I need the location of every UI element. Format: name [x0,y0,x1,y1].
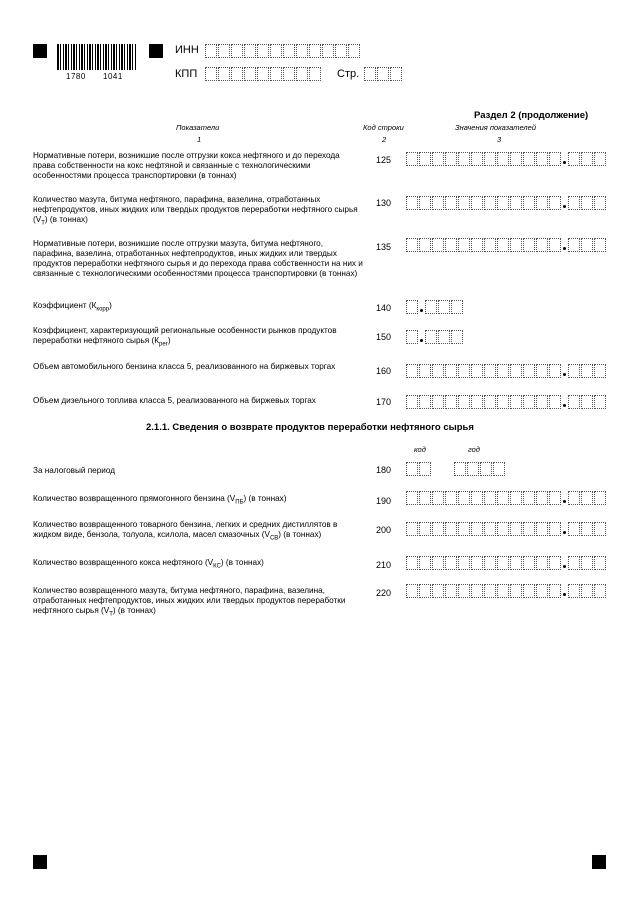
inn-field[interactable] [205,44,361,58]
row-170-label: Объем дизельного топлива класса 5, реализованного на биржевых торгах [33,396,316,405]
page-label: Стр. [337,68,360,80]
row-170-code: 170 [376,397,392,407]
row-140-value-field[interactable] [406,300,464,314]
column-header-kod: код [414,445,426,454]
subsection-title: 2.1.1. Сведения о возврате продуктов переработки нефтяного сырья [146,422,474,433]
column-header-code: Код строки [363,123,404,132]
row-180-code: 180 [376,465,392,475]
barcode [57,44,137,70]
row-190-code: 190 [376,496,392,506]
row-150-value-field[interactable] [406,330,464,344]
row-140-code: 140 [376,303,392,313]
row-150-label: Коэффициент, характеризующий региональные особенности рынков продуктов переработки нефтяного сырья $(К_{рег})$ [33,326,337,348]
registration-marker-top-mid [149,44,163,58]
row-170-value-field[interactable] [406,395,607,409]
column-number-2: 2 [382,135,387,144]
barcode-number-right: 1041 [103,72,123,81]
row-180-label: За налоговый период [33,466,115,475]
column-header-values: Значения показателей [455,123,537,132]
row-210-value-field[interactable] [406,556,607,570]
barcode-number-left: 1780 [66,72,86,81]
row-160-value-field[interactable] [406,364,607,378]
row-180-year-field[interactable] [454,462,506,476]
kpp-label: КПП [175,68,198,80]
row-190-label: Количество возвращенного прямогонного бензина $(V_{ПБ})$ (в тоннах) [33,494,287,506]
row-135-value-field[interactable] [406,238,607,252]
row-135-label: Нормативные потери, возникшие после отгрузки мазута, битума нефтяного, парафина, вазелина, отработанных нефтепродуктов, иных жидких или твердых продуктов переработки нефтяного сырья и до перехода права собственности на них и связанные с технологическими особенностями процесса транспортировки (в тоннах) [33,239,363,278]
row-130-value-field[interactable] [406,196,607,210]
column-number-3: 3 [497,135,502,144]
row-135-code: 135 [376,242,392,252]
row-190-value-field[interactable] [406,491,607,505]
row-210-code: 210 [376,560,392,570]
row-210-label: Количество возвращенного кокса нефтяного $(V_{КС})$ (в тоннах) [33,558,264,570]
row-160-code: 160 [376,366,392,376]
column-number-1: 1 [197,135,202,144]
row-200-label: Количество возвращенного товарного бензина, легких и средних дистиллятов в жидком виде, бензола, толуола, ксилола, масел смазочных $(V_{СВ})$ (в тоннах) [33,520,338,542]
page-number-field[interactable] [364,67,403,81]
row-200-value-field[interactable] [406,522,607,536]
row-125-value-field[interactable] [406,152,607,166]
row-180-code-field[interactable] [406,462,432,476]
registration-marker-top-left [33,44,47,58]
kpp-field[interactable] [205,67,322,81]
row-130-code: 130 [376,198,392,208]
row-150-code: 150 [376,332,392,342]
column-header-indicators: Показатели [176,123,220,132]
row-140-label: Коэффициент $(К_{корр})$ [33,301,112,313]
registration-marker-bottom-right [592,855,606,869]
section-title: Раздел 2 (продолжение) [474,110,589,121]
row-130-label: Количество мазута, битума нефтяного, парафина, вазелина, отработанных нефтепродуктов, иных жидких или твердых продуктов переработки нефтяного сырья $(V_Т)$ (в тоннах) [33,195,358,227]
row-160-label: Объем автомобильного бензина класса 5, реализованного на биржевых торгах [33,362,336,371]
row-220-code: 220 [376,588,392,598]
registration-marker-bottom-left [33,855,47,869]
column-header-god: год [468,445,480,454]
row-220-label: Количество возвращенного мазута, битума нефтяного, парафина, вазелина, отработанных нефтепродуктов, иных жидких или твердых продуктов переработки нефтяного сырья $(V_Т)$ (в тоннах) [33,586,346,618]
row-125-label: Нормативные потери, возникшие после отгрузки кокса нефтяного и до перехода права собственности на кокс нефтяной и связанные с технологическими особенностями процесса транспортировки (в тоннах) [33,151,340,180]
row-125-code: 125 [376,155,392,165]
row-200-code: 200 [376,525,392,535]
row-220-value-field[interactable] [406,584,607,598]
inn-label: ИНН [175,44,199,56]
